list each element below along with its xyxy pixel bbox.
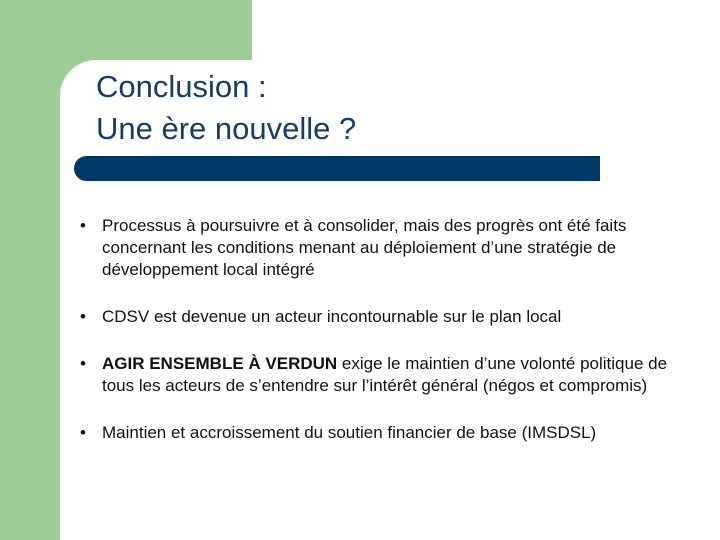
bullet-dot: •: [80, 423, 86, 442]
bullet-bold-text: AGIR ENSEMBLE À VERDUN: [102, 354, 338, 373]
bullet-text: exige le maintien d’une volonté politique de tous les acteurs de s’entendre sur l’intérêt général (négos et compromis): [102, 354, 668, 395]
bullet-list: [78, 215, 698, 444]
bullet-text: Processus à poursuivre et à consolider, mais des progrès ont été faits concernant les conditions menant au déploiement d’une stratégie de développement local intégré: [102, 216, 627, 279]
bullet-text: CDSV est devenue un acteur incontournable sur le plan local: [102, 307, 562, 326]
bullet-dot: •: [80, 354, 86, 373]
bullet-item: [78, 422, 698, 444]
title-line-2: Une ère nouvelle ?: [96, 111, 357, 146]
bullet-item: [78, 353, 698, 397]
title-line-1: Conclusion :: [96, 69, 267, 104]
bullet-dot: •: [80, 216, 86, 235]
title-underline-bar: [74, 156, 600, 181]
slide-title: [96, 66, 356, 150]
bullet-item: [78, 306, 698, 328]
bullet-item: [78, 215, 698, 281]
bullet-dot: •: [80, 307, 86, 326]
bullet-text: Maintien et accroissement du soutien financier de base (IMSDSL): [102, 423, 597, 442]
